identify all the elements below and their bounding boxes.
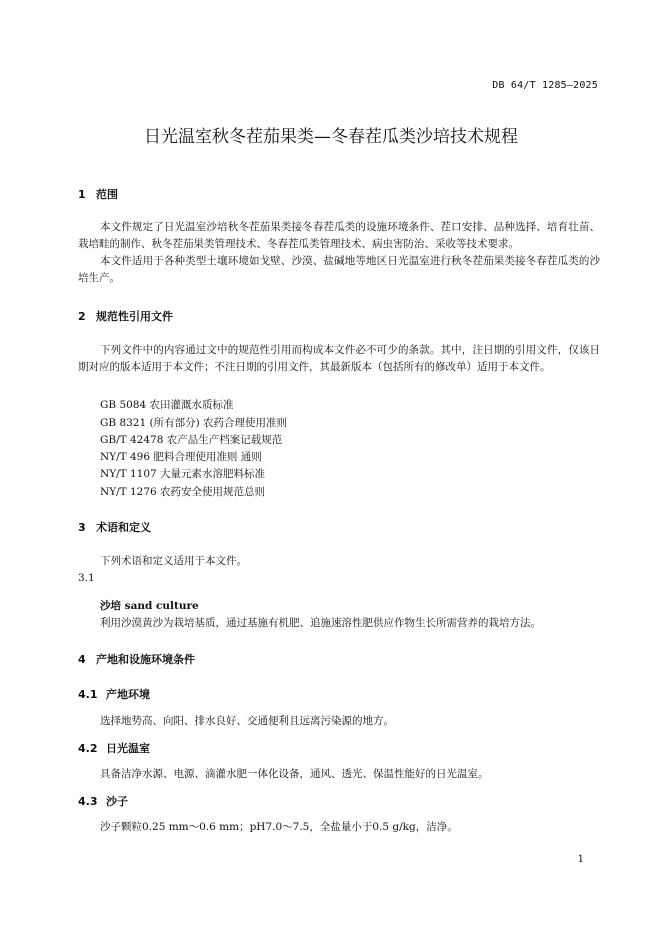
section-title: 产地和设施环境条件 <box>96 653 195 666</box>
reference-item: NY/T 496 肥料合理使用准则 通则 <box>100 451 262 463</box>
subsection-4-1-heading <box>78 686 150 702</box>
reference-item: GB 8321 (所有部分) 农药合理使用准则 <box>100 417 288 429</box>
subsection-number: 4.2 <box>78 742 98 755</box>
subsection-4-3-heading <box>78 793 128 809</box>
subsection-title: 日光温室 <box>106 742 150 755</box>
section-number: 3 <box>78 521 86 534</box>
subsection-title: 沙子 <box>106 795 128 808</box>
section-title: 术语和定义 <box>96 521 151 534</box>
subsection-4-2-text: 具备洁净水源、电源、滴灌水肥一体化设备，通风、透光、保温性能好的日光温室。 <box>100 768 489 780</box>
reference-item: NY/T 1107 大量元素水溶肥料标准 <box>100 468 266 480</box>
reference-item: NY/T 1276 农药安全使用规范总则 <box>100 486 266 498</box>
subsection-4-2-heading <box>78 740 150 756</box>
section-3-paragraph-1: 下列术语和定义适用于本文件。 <box>100 555 247 567</box>
page-number: 1 <box>577 854 584 865</box>
section-number: 1 <box>78 188 86 201</box>
section-1-paragraph-2: 本文件适用于各种类型土壤环境如戈壁、沙漠、盐碱地等地区日光温室进行秋冬茬茄果类接冬春茬瓜类的沙培生产。 <box>78 255 600 284</box>
subsection-number: 4.1 <box>78 688 98 701</box>
term-name: 沙培 sand culture <box>100 600 199 612</box>
document-code: DB 64/T 1285—2025 <box>492 80 598 91</box>
section-2-heading <box>78 308 173 324</box>
term-definition: 利用沙漠黄沙为栽培基质，通过基施有机肥、追施速溶性肥供应作物生长所需营养的栽培方法。 <box>100 617 541 629</box>
subsection-4-3-text: 沙子颗粒0.25 mm～0.6 mm；pH7.0～7.5，全盐量小于0.5 g/kg，洁净。 <box>100 821 458 833</box>
subsection-4-1-text: 选择地势高、向阳、排水良好、交通便利且远离污染源的地方。 <box>100 715 394 727</box>
section-number: 2 <box>78 310 86 323</box>
subsection-number: 4.3 <box>78 795 98 808</box>
subsection-title: 产地环境 <box>106 688 150 701</box>
reference-item: GB 5084 农田灌溉水质标准 <box>100 399 234 411</box>
section-4-heading <box>78 651 195 667</box>
section-1-paragraph-1: 本文件规定了日光温室沙培秋冬茬茄果类接冬春茬瓜类的设施环境条件、茬口安排、品种选择、培育壮苗、栽培畦的制作、秋冬茬茄果类管理技术、冬春茬瓜类管理技术、病虫害防治、采收等技术要求。 <box>78 221 600 250</box>
section-3-heading <box>78 519 151 535</box>
section-number: 4 <box>78 653 86 666</box>
section-2-paragraph-1: 下列文件中的内容通过文中的规范性引用而构成本文件必不可少的条款。其中，注日期的引用文件，仅该日期对应的版本适用于本文件；不注日期的引用文件，其最新版本（包括所有的修改单）适用于本文件。 <box>78 344 600 373</box>
term-number: 3.1 <box>78 572 95 584</box>
reference-item: GB/T 42478 农产品生产档案记载规范 <box>100 434 283 446</box>
section-title: 规范性引用文件 <box>96 310 173 323</box>
section-1-heading <box>78 186 118 202</box>
section-title: 范围 <box>96 188 118 201</box>
document-title: 日光温室秋冬茬茄果类—冬春茬瓜类沙培技术规程 <box>144 127 518 147</box>
